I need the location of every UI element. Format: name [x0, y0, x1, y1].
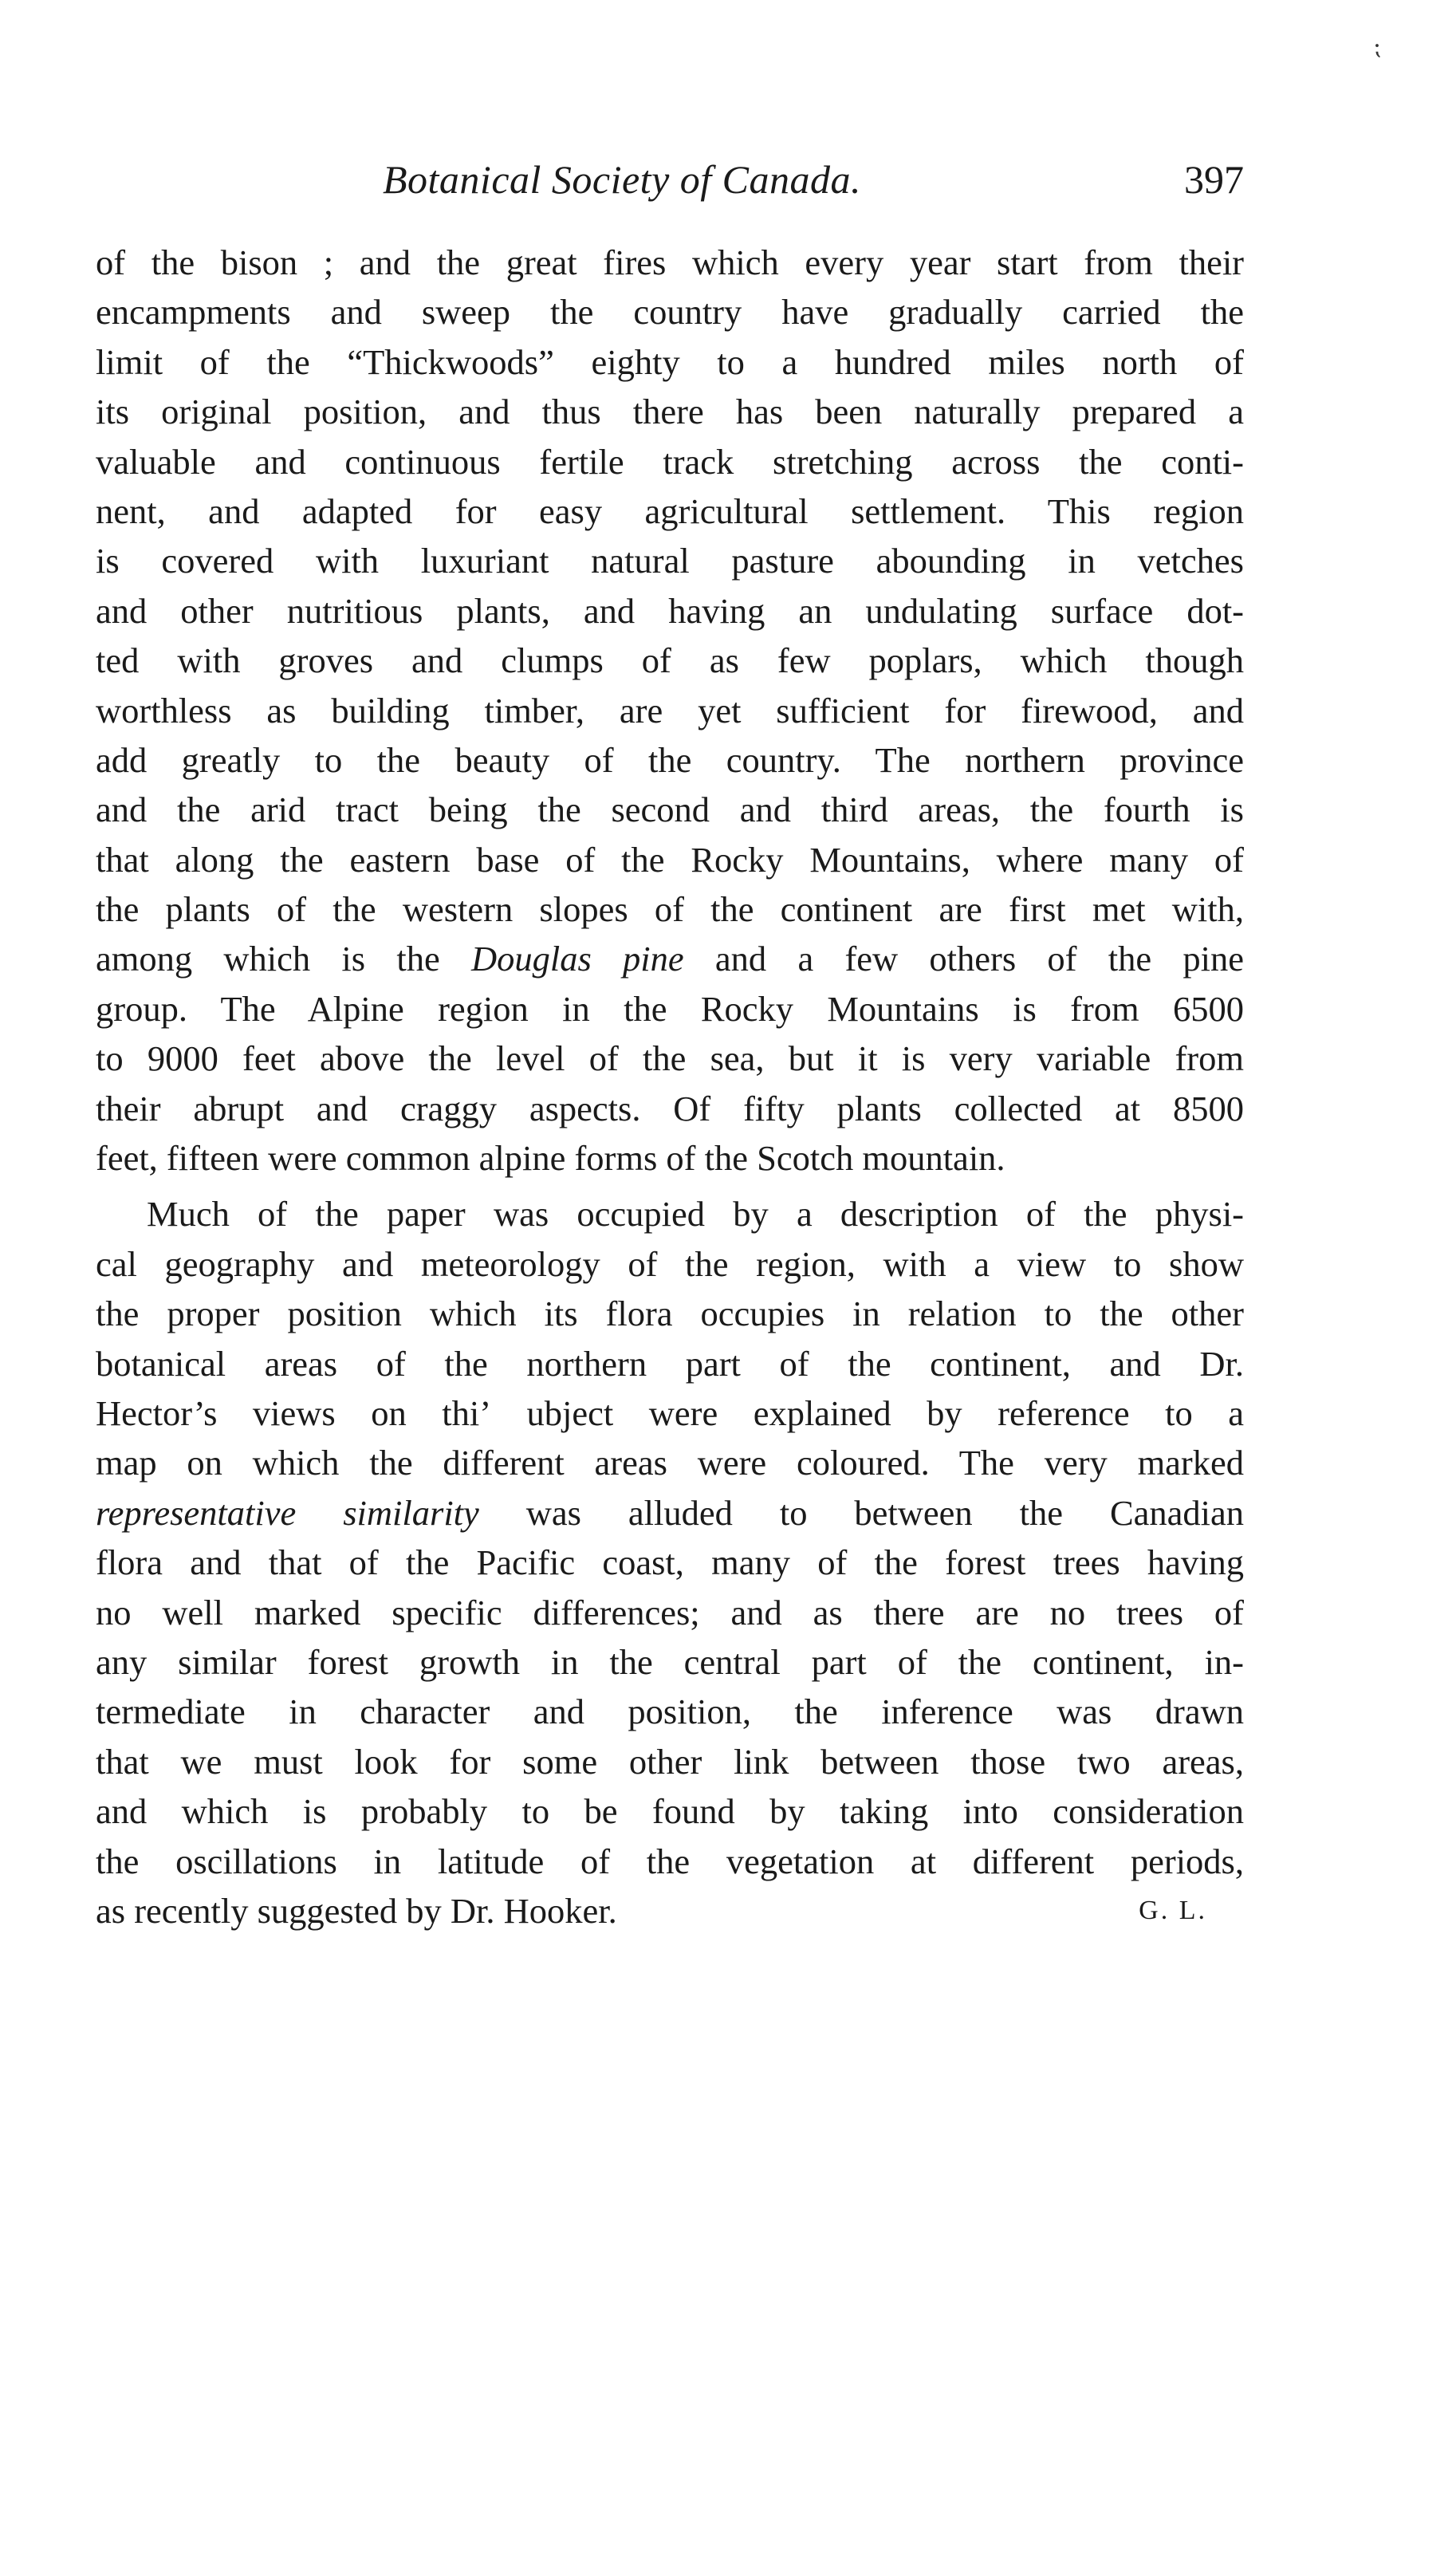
text-line-with-italic: [96, 934, 1244, 983]
closing-line: [96, 1886, 1244, 1936]
body-text: [96, 238, 1244, 1936]
text-line: their abrupt and craggy aspects. Of fifty plants collected at 8500: [96, 1088, 1244, 1128]
text-line: to 9000 feet above the level of the sea, but it is very variable from: [96, 1038, 1244, 1079]
text-line: and the arid tract being the second and third areas, the fourth is: [96, 790, 1244, 830]
italic-species-name: Douglas pine: [470, 939, 684, 979]
paragraph-1: [96, 238, 1244, 1183]
text-line: that we must look for some other link between those two areas,: [96, 1741, 1244, 1782]
running-head: [96, 156, 1244, 214]
paragraph-2: [96, 1189, 1244, 1936]
text-line: botanical areas of the northern part of the continent, and Dr.: [96, 1343, 1244, 1384]
text-line: its original position, and thus there has been naturally prepared a: [96, 392, 1244, 432]
text-line: and other nutritious plants, and having an undulating surface dot-: [96, 590, 1244, 631]
text-line: cal geography and meteorology of the region, with a view to show: [96, 1243, 1244, 1284]
text-line: no well marked specific differences; and as there are no trees of: [96, 1592, 1244, 1632]
text-line: map on which the different areas were coloured. The very marked: [96, 1443, 1244, 1483]
closing-text: as recently suggested by Dr. Hooker.: [96, 1890, 617, 1931]
text-line: of the bison ; and the great fires which every year start from their: [96, 242, 1244, 282]
text-line: limit of the “Thickwoods” eighty to a hundred miles north of: [96, 341, 1244, 382]
text-line: the oscillations in latitude of the vegetation at different periods,: [96, 1841, 1244, 1881]
line-text-after: was alluded to between the Canadian: [478, 1492, 1244, 1533]
text-line: Much of the paper was occupied by a description of the physi-: [147, 1194, 1244, 1235]
text-line: worthless as building timber, are yet sufficient for firewood, and: [96, 690, 1244, 731]
text-line: the proper position which its flora occupies in relation to the other: [96, 1294, 1244, 1334]
corner-mark: ⁏: [1373, 33, 1382, 60]
text-line: flora and that of the Pacific coast, many of the forest trees having: [96, 1542, 1244, 1583]
line-text-after: and a few others of the pine: [683, 939, 1245, 979]
text-line: encampments and sweep the country have gradually carried the: [96, 292, 1244, 333]
text-line: and which is probably to be found by taking into consideration: [96, 1791, 1244, 1832]
text-line: any similar forest growth in the central part of the continent, in-: [96, 1641, 1244, 1682]
text-line: that along the eastern base of the Rocky Mountains, where many of: [96, 839, 1244, 880]
text-line: termediate in character and position, the inference was drawn: [96, 1691, 1244, 1732]
text-line: ted with groves and clumps of as few poplars, which though: [96, 640, 1244, 681]
text-line: add greatly to the beauty of the country. The northern province: [96, 739, 1244, 780]
text-line: the plants of the western slopes of the continent are first met with,: [96, 889, 1244, 930]
line-text-before: among which is the: [96, 939, 471, 979]
text-line: feet, fifteen were common alpine forms of the Scotch mountain.: [96, 1138, 1005, 1179]
italic-phrase: representative similarity: [96, 1492, 479, 1533]
text-line: Hector’s views on thiʼ ubject were explained by reference to a: [96, 1392, 1244, 1433]
text-line: is covered with luxuriant natural pasture abounding in vetches: [96, 541, 1244, 581]
author-initials: G. L.: [1139, 1895, 1207, 1925]
text-line-with-italic: [96, 1488, 1244, 1538]
text-line: group. The Alpine region in the Rocky Mountains is from 6500: [96, 988, 1244, 1029]
text-line: nent, and adapted for easy agricultural settlement. This region: [96, 490, 1244, 531]
page-number: 397: [1184, 157, 1244, 202]
text-line: valuable and continuous fertile track stretching across the conti-: [96, 441, 1244, 482]
running-title: Botanical Society of Canada.: [383, 157, 862, 202]
